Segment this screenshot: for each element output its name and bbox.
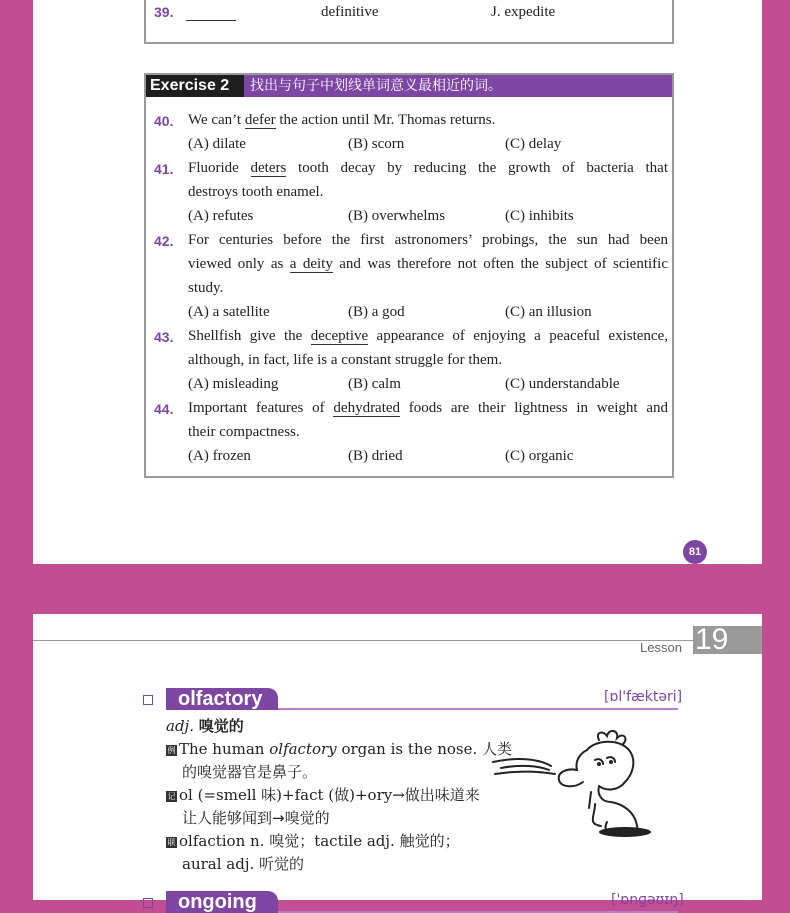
- option-b: (B) scorn: [348, 136, 405, 152]
- question-line: [188, 400, 668, 417]
- example-line: [166, 761, 317, 782]
- text: 让人能够闻到→嗅觉的: [182, 809, 330, 827]
- lesson-label: Lesson: [640, 640, 682, 655]
- question-number: 42.: [154, 233, 174, 249]
- question-line: [188, 328, 668, 345]
- example-tag: 例: [167, 746, 176, 755]
- option-a: (A) refutes: [188, 208, 254, 224]
- text: their compactness.: [188, 424, 300, 440]
- text: appearance of enjoying a peaceful existence,: [368, 328, 668, 344]
- text: We can’t: [188, 112, 245, 128]
- book-page-81: [33, 0, 762, 564]
- italic-word: olfactory: [269, 740, 337, 758]
- part-of-speech: adj.: [166, 717, 194, 735]
- option-b: (B) overwhelms: [348, 208, 446, 224]
- option-b: (B) calm: [348, 376, 401, 392]
- smelling-man-illustration: [491, 730, 681, 838]
- exercise-2-instruction: 找出与句子中划线单词意义最相近的词。: [250, 78, 502, 94]
- answer-blank: [186, 6, 236, 21]
- text: the action until Mr. Thomas returns.: [275, 112, 496, 128]
- word-checkbox[interactable]: [143, 695, 153, 705]
- text: viewed only as: [188, 256, 290, 272]
- text: destroys tooth enamel.: [188, 184, 324, 200]
- text: study.: [188, 280, 224, 296]
- question-line: [188, 160, 668, 177]
- exercise-2-header: [146, 75, 672, 97]
- meaning: 嗅觉的: [198, 717, 244, 735]
- text: Shellfish give the: [188, 328, 311, 344]
- option-a: (A) misleading: [188, 376, 279, 392]
- related-line: [166, 830, 460, 851]
- question-number: 41.: [154, 161, 174, 177]
- text: olfaction n. 嗅觉；tactile adj. 触觉的；: [179, 832, 460, 850]
- text: and was therefore not often the subject of scientific: [332, 256, 668, 272]
- option-c: (C) organic: [505, 448, 574, 464]
- book-page-lesson-19: [33, 614, 762, 913]
- text: foods are their lightness in weight and: [400, 400, 668, 416]
- text: 的嗅觉器官是鼻子。: [182, 763, 318, 781]
- question-number: 43.: [154, 329, 174, 345]
- text: The human: [179, 740, 270, 758]
- exercise-2-box: [144, 73, 674, 478]
- headword-pill: ongoing: [166, 891, 278, 913]
- question-line: [188, 184, 668, 201]
- text: although, in fact, life is a constant struggle for them.: [188, 352, 503, 368]
- question-line: [188, 256, 668, 273]
- option-c: (C) inhibits: [505, 208, 574, 224]
- text: organ is the nose. 人类: [336, 740, 513, 758]
- related-line: [166, 853, 304, 874]
- mnemonic-line: [166, 784, 480, 805]
- question-number: 39.: [154, 4, 174, 20]
- phonetic: [ɒl'fæktəri]: [604, 689, 683, 705]
- lesson-number: 19: [693, 626, 762, 654]
- page-number-badge: 81: [683, 540, 707, 564]
- option-a: (A) dilate: [188, 136, 246, 152]
- phonetic: ['ɒnɡəʊɪŋ]: [611, 892, 684, 908]
- question-line: [188, 280, 668, 297]
- option-b: (B) dried: [348, 448, 403, 464]
- headword-pill: olfactory: [166, 688, 278, 710]
- option-c: (C) understandable: [505, 376, 620, 392]
- example-line: [166, 738, 512, 759]
- related-tag: 联: [167, 838, 176, 847]
- word: definitive: [321, 4, 379, 20]
- question-line: [188, 352, 668, 369]
- question-number: 40.: [154, 113, 174, 129]
- option-a: (A) frozen: [188, 448, 251, 464]
- text: ol (=smell 味)+fact (做)+ory→做出味道来: [179, 786, 480, 804]
- question-line: [188, 424, 668, 441]
- headword-rule: [278, 708, 678, 710]
- question-line: [188, 232, 668, 249]
- option-c: (C) delay: [505, 136, 562, 152]
- question-number: 44.: [154, 401, 174, 417]
- option-b: (B) a god: [348, 304, 405, 320]
- underlined-word: defer: [244, 112, 276, 128]
- definition: J. expedite: [491, 4, 556, 20]
- exercise-2-label: Exercise 2: [146, 75, 244, 97]
- mnemonic-line: [166, 807, 330, 828]
- underlined-word: deceptive: [310, 328, 369, 344]
- text: For centuries before the first astronomers’ probings, the sun had been: [188, 232, 668, 248]
- question-line: [188, 112, 668, 129]
- part-of-speech-line: [166, 715, 244, 736]
- underlined-word: a deity: [289, 256, 333, 272]
- header-rule: [33, 640, 693, 641]
- mnemonic-tag: 记: [167, 792, 176, 801]
- underlined-word: deters: [250, 160, 287, 176]
- underlined-word: dehydrated: [333, 400, 401, 416]
- exercise-1-row: [154, 4, 674, 24]
- text: Fluoride: [188, 160, 251, 176]
- exercise-1-box: [144, 0, 674, 44]
- text: Important features of: [188, 400, 334, 416]
- text: tooth decay by reducing the growth of bacteria that: [286, 160, 668, 176]
- option-c: (C) an illusion: [505, 304, 592, 320]
- text: aural adj. 听觉的: [182, 855, 305, 873]
- option-a: (A) a satellite: [188, 304, 270, 320]
